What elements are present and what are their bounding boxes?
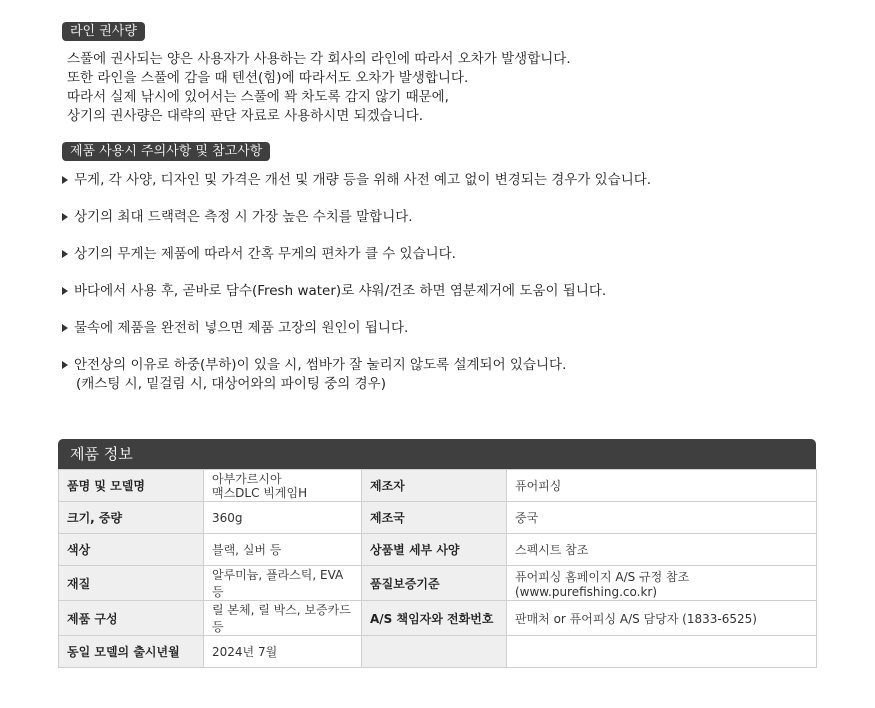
spec-value: 중국 — [507, 502, 817, 534]
triangle-bullet-icon — [62, 176, 68, 184]
note-item — [62, 245, 852, 264]
triangle-bullet-icon — [62, 324, 68, 332]
spec-value — [507, 636, 817, 668]
note-text: 바다에서 사용 후, 곧바로 담수(Fresh water)로 샤워/건조 하면 염분제거에 도움이 됩니다. — [74, 283, 607, 299]
triangle-bullet-icon — [62, 213, 68, 221]
spec-key: 색상 — [59, 534, 204, 566]
product-info-panel — [58, 439, 816, 668]
note-item — [62, 208, 852, 227]
spec-value-line: 아부가르시아 — [212, 471, 282, 486]
usage-notes-list — [62, 171, 852, 412]
table-row — [59, 601, 817, 636]
spec-key — [362, 636, 507, 668]
note-text: 무게, 각 사양, 디자인 및 가격은 개선 및 개량 등을 위해 사전 예고 없이 변경되는 경우가 있습니다. — [74, 172, 652, 188]
product-info-table — [58, 469, 817, 668]
spec-key: 품질보증기준 — [362, 566, 507, 601]
spec-key: 재질 — [59, 566, 204, 601]
spec-key: 제품 구성 — [59, 601, 204, 636]
triangle-bullet-icon — [62, 287, 68, 295]
spec-key: 동일 모델의 출시년월 — [59, 636, 204, 668]
spec-key: 크기, 중량 — [59, 502, 204, 534]
table-row — [59, 502, 817, 534]
spec-value: 2024년 7월 — [204, 636, 362, 668]
note-text: 물속에 제품을 완전히 넣으면 제품 고장의 원인이 됩니다. — [74, 320, 409, 336]
spec-value-line: 맥스DLC 빅게임H — [212, 485, 308, 500]
table-row — [59, 566, 817, 601]
table-row — [59, 470, 817, 502]
spec-value: 블랙, 실버 등 — [204, 534, 362, 566]
note-text: 상기의 최대 드랙력은 측정 시 가장 높은 수치를 말합니다. — [74, 209, 413, 225]
note-text: 상기의 무게는 제품에 따라서 간혹 무게의 편차가 클 수 있습니다. — [74, 246, 456, 262]
note-text: 안전상의 이유로 하중(부하)이 있을 시, 썸바가 잘 눌리지 않도록 설계되어 있습니다. — [74, 357, 567, 373]
spec-value: 판매처 or 퓨어피싱 A/S 담당자 (1833-6525) — [507, 601, 817, 636]
spec-value: 릴 본체, 릴 박스, 보증카드 등 — [204, 601, 362, 636]
note-item — [62, 171, 852, 190]
spec-value: 퓨어피싱 홈페이지 A/S 규정 참조 (www.purefishing.co.kr) — [507, 566, 817, 601]
description-line: 따라서 실제 낚시에 있어서는 스풀에 꽉 차도록 감지 않기 때문에, — [67, 89, 449, 105]
table-row — [59, 636, 817, 668]
spec-key: 제조국 — [362, 502, 507, 534]
triangle-bullet-icon — [62, 250, 68, 258]
triangle-bullet-icon — [62, 361, 68, 369]
spec-value — [204, 470, 362, 502]
description-line: 또한 라인을 스풀에 감을 때 텐션(힘)에 따라서도 오차가 발생합니다. — [67, 70, 469, 86]
spec-value: 360g — [204, 502, 362, 534]
line-capacity-description — [67, 50, 571, 126]
spec-value: 스펙시트 참조 — [507, 534, 817, 566]
table-row — [59, 534, 817, 566]
description-line: 스풀에 권사되는 양은 사용자가 사용하는 각 회사의 라인에 따라서 오차가 발생합니다. — [67, 51, 571, 67]
note-subtext: (캐스팅 시, 밑걸림 시, 대상어와의 파이팅 중의 경우) — [76, 376, 386, 392]
spec-value: 퓨어피싱 — [507, 470, 817, 502]
note-item — [62, 319, 852, 338]
product-info-title: 제품 정보 — [58, 439, 816, 469]
note-item — [62, 282, 852, 301]
usage-notes-heading: 제품 사용시 주의사항 및 참고사항 — [62, 142, 270, 161]
line-capacity-heading: 라인 권사량 — [62, 22, 145, 41]
description-line: 상기의 권사량은 대략의 판단 자료로 사용하시면 되겠습니다. — [67, 108, 424, 124]
spec-key: 품명 및 모델명 — [59, 470, 204, 502]
spec-value: 알루미늄, 플라스틱, EVA 등 — [204, 566, 362, 601]
note-item — [62, 356, 852, 394]
spec-key: A/S 책임자와 전화번호 — [362, 601, 507, 636]
spec-key: 제조자 — [362, 470, 507, 502]
spec-key: 상품별 세부 사양 — [362, 534, 507, 566]
